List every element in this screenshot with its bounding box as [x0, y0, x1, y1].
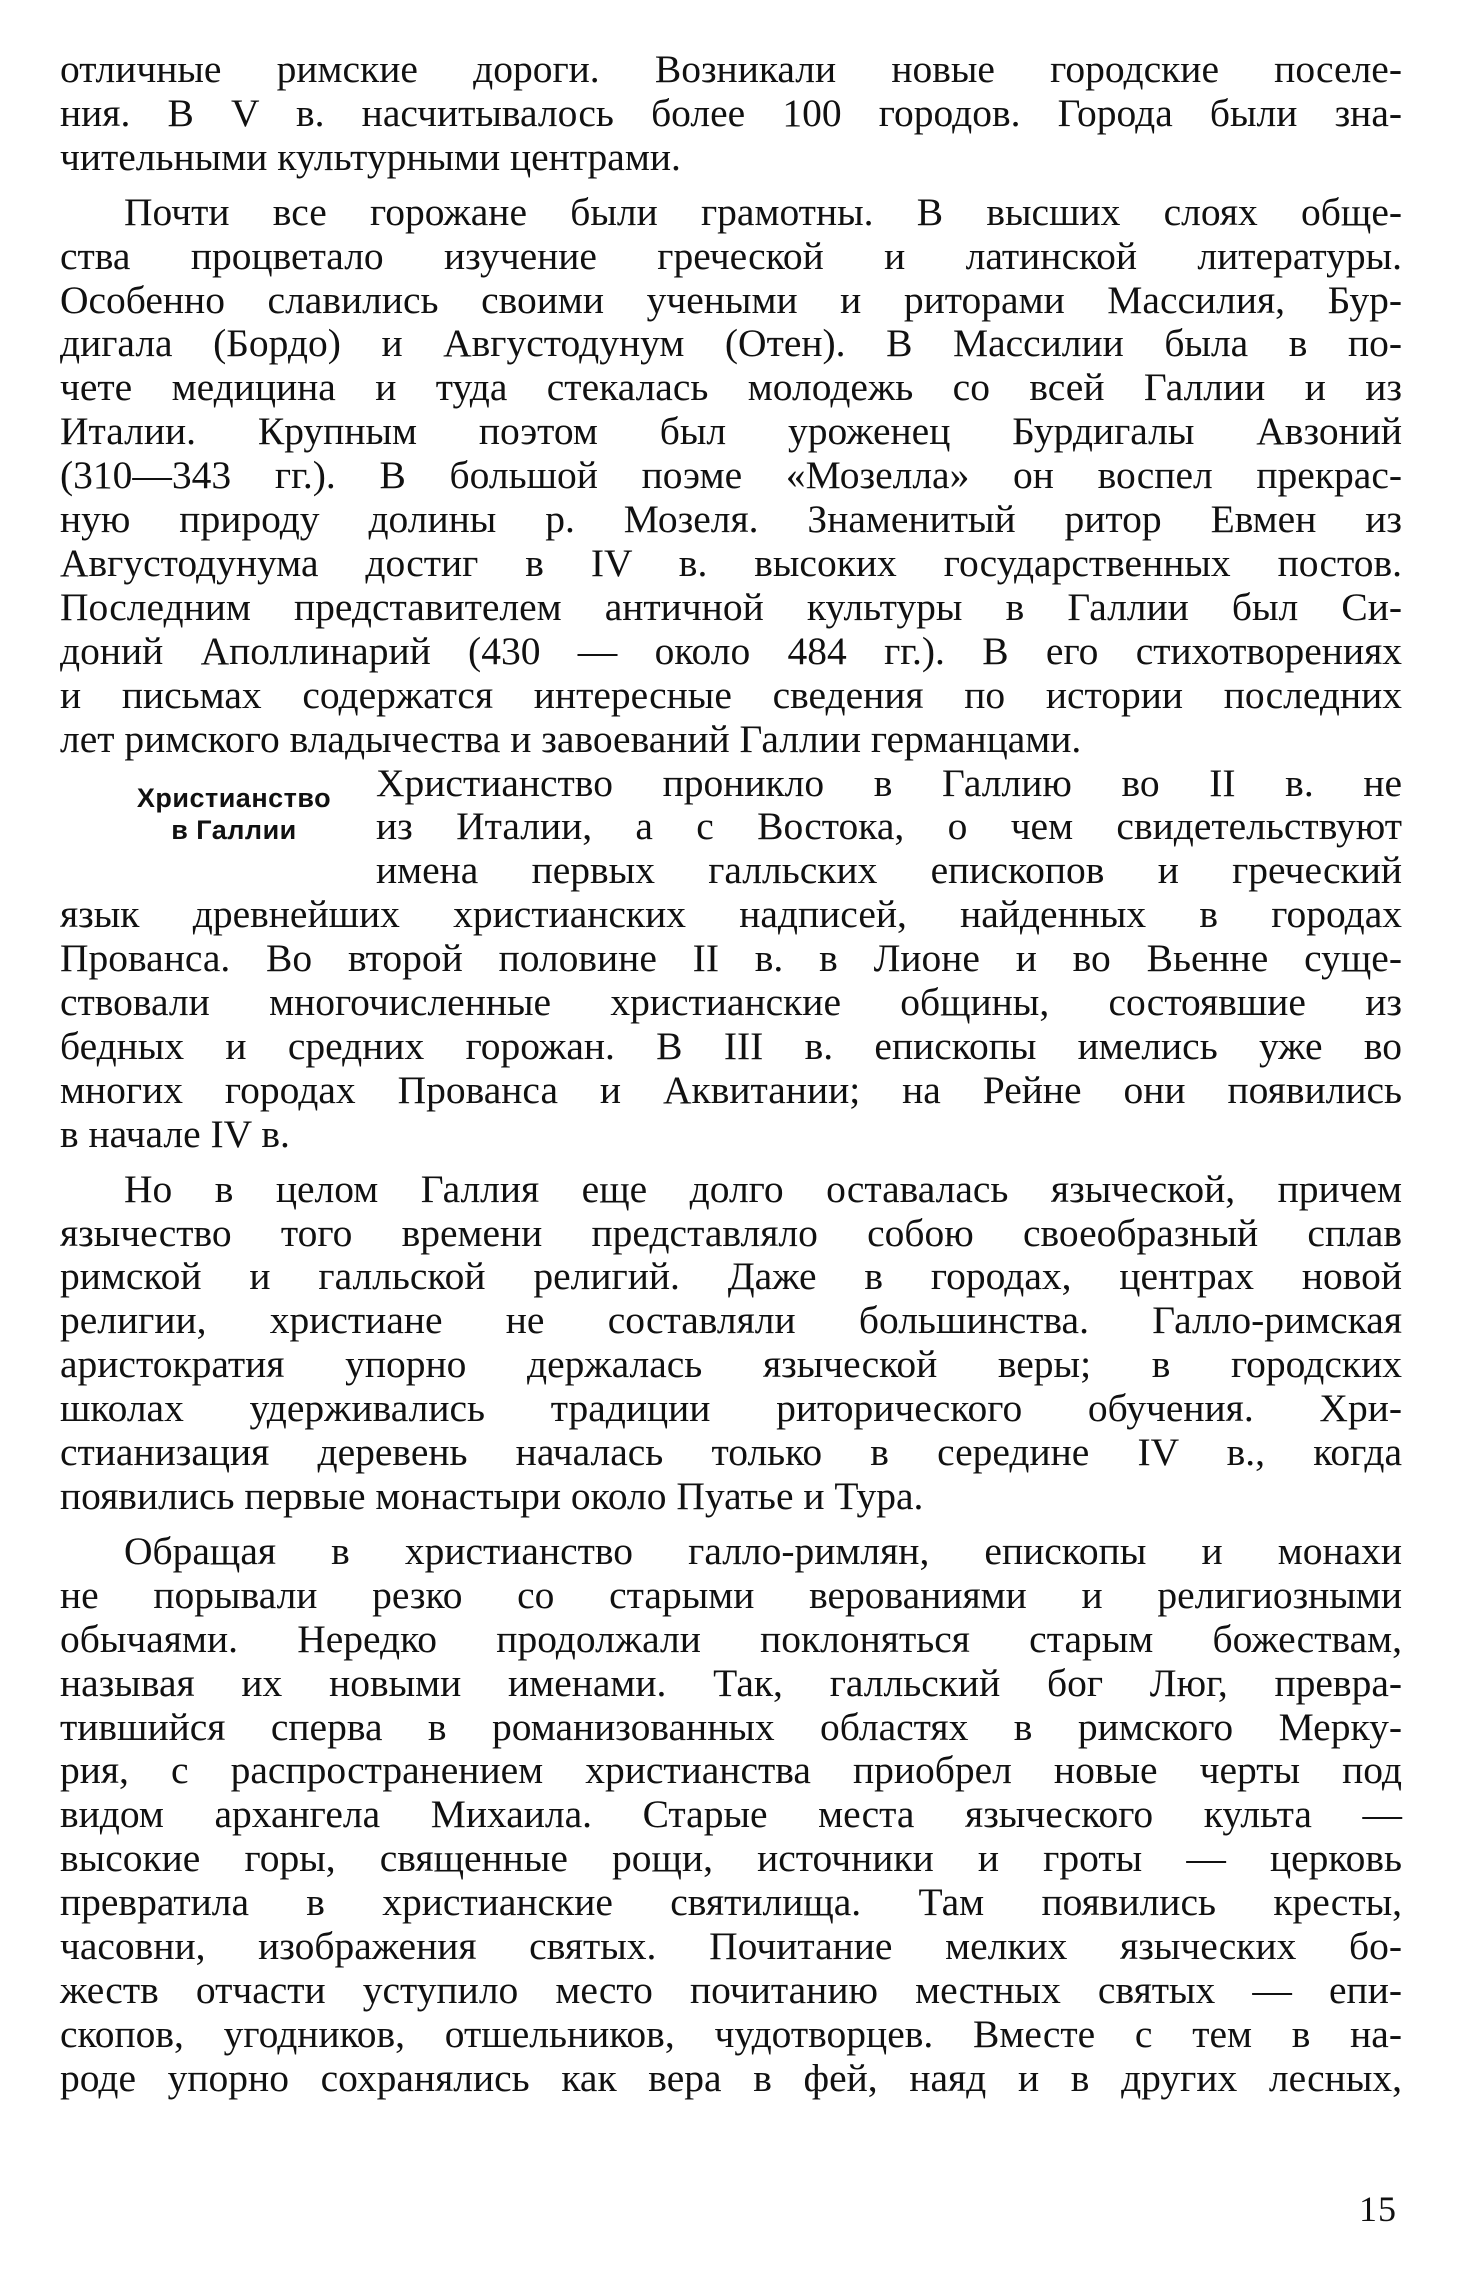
text-line: ства процветало изучение греческой и латинской литературы. — [60, 233, 1402, 278]
page-number: 15 — [1359, 2189, 1397, 2229]
text-line: тившийся сперва в романизованных областях в римского Мерку- — [60, 1704, 1402, 1749]
text-line: чительными культурными центрами. — [60, 134, 681, 179]
text-line: называя их новыми именами. Так, галльский бог Люг, превра- — [60, 1660, 1402, 1705]
text-line: религии, христиане не составляли большинства. Галло-римская — [60, 1298, 1402, 1343]
text-line: не порывали резко со старыми верованиями и религиозными — [60, 1572, 1402, 1617]
text-line: отличные римские дороги. Возникали новые городские поселе- — [60, 47, 1402, 91]
margin-heading-line: в Галлии — [171, 814, 297, 845]
text-line: римской и галльской религий. Даже в городах, центрах новой — [60, 1254, 1402, 1299]
text-line: ния. В V в. насчитывалось более 100 городов. Города были зна- — [60, 90, 1402, 135]
text-line: Прованса. Во второй половине II в. в Лионе и во Вьенне суще- — [60, 936, 1402, 981]
text-line: появились первые монастыри около Пуатье и Тура. — [60, 1474, 924, 1518]
text-line: Почти все горожане были грамотны. В высших слоях обще- — [124, 189, 1402, 234]
text-line: часовни, изображения святых. Почитание мелких языческих бо- — [60, 1924, 1402, 1969]
text-line: превратила в христианские святилища. Там появились кресты, — [60, 1880, 1402, 1925]
text-line: скопов, угодников, отшельников, чудотворцев. Вместе с тем в на- — [60, 2011, 1402, 2056]
text-line: Христианство проникло в Галлию во II в. не — [376, 760, 1402, 805]
text-line: стианизация деревень началась только в середине IV в., когда — [60, 1430, 1402, 1475]
text-line: школах удерживались традиции риторического обучения. Хри- — [60, 1386, 1402, 1431]
text-line: (310—343 гг.). В большой поэме «Мозелла» он воспел прекрас- — [60, 453, 1402, 498]
paragraph — [60, 191, 1402, 762]
paragraph-with-sidenote — [60, 762, 1402, 1157]
text-line: обычаями. Нередко продолжали поклоняться старым божествам, — [60, 1616, 1402, 1661]
text-line: ную природу долины р. Мозеля. Знаменитый ритор Евмен из — [60, 497, 1402, 542]
text-line: многих городах Прованса и Аквитании; на Рейне они появились — [60, 1067, 1402, 1112]
text-line: видом архангела Михаила. Старые места языческого культа — — [60, 1792, 1402, 1837]
paragraph — [60, 1168, 1402, 1519]
text-line: бедных и средних горожан. В III в. епископы имелись уже во — [60, 1023, 1402, 1068]
page-body — [60, 48, 1402, 2101]
text-line: лет римского владычества и завоеваний Галлии германцами. — [60, 716, 1082, 761]
text-line: Обращая в христианство галло-римлян, епископы и монахи — [124, 1528, 1402, 1573]
text-line: дигала (Бордо) и Августодунум (Отен). В Массилии была в по- — [60, 321, 1402, 366]
text-line: Последним представителем античной культуры в Галлии был Си- — [60, 584, 1402, 629]
text-line: ствовали многочисленные христианские общины, состоявшие из — [60, 980, 1402, 1025]
text-line: доний Аполлинарий (430 — около 484 гг.). В его стихотворениях — [60, 628, 1402, 673]
text-line: рия, с распространением христианства приобрел новые черты под — [60, 1748, 1402, 1793]
margin-heading — [108, 782, 360, 846]
text-line: язык древнейших христианских надписей, найденных в городах — [60, 892, 1402, 937]
paragraph — [60, 48, 1402, 180]
text-line: чете медицина и туда стекалась молодежь со всей Галлии и из — [60, 365, 1402, 410]
text-line: в начале IV в. — [60, 1111, 290, 1156]
text-line: Августодунума достиг в IV в. высоких государственных постов. — [60, 540, 1402, 585]
text-line: язычество того времени представляло собою своеобразный сплав — [60, 1210, 1402, 1255]
text-line: имена первых галльских епископов и греческий — [376, 848, 1402, 893]
text-line: и письмах содержатся интересные сведения по истории последних — [60, 672, 1402, 717]
text-line: жеств отчасти уступило место почитанию местных святых — епи- — [60, 1967, 1402, 2012]
text-line: аристократия упорно держалась языческой веры; в городских — [60, 1342, 1402, 1387]
margin-heading-line: Христианство — [136, 782, 332, 813]
text-line: Италии. Крупным поэтом был уроженец Бурдигалы Авзоний — [60, 409, 1402, 454]
paragraph — [60, 1530, 1402, 2101]
text-line: Особенно славились своими учеными и риторами Массилия, Бур- — [60, 277, 1402, 322]
text-line: Но в целом Галлия еще долго оставалась языческой, причем — [124, 1166, 1402, 1211]
text-line: высокие горы, священные рощи, источники и гроты — церковь — [60, 1836, 1402, 1881]
text-line: из Италии, а с Востока, о чем свидетельствуют — [376, 804, 1402, 849]
text-line: роде упорно сохранялись как вера в фей, наяд и в других лесных, — [60, 2055, 1402, 2100]
